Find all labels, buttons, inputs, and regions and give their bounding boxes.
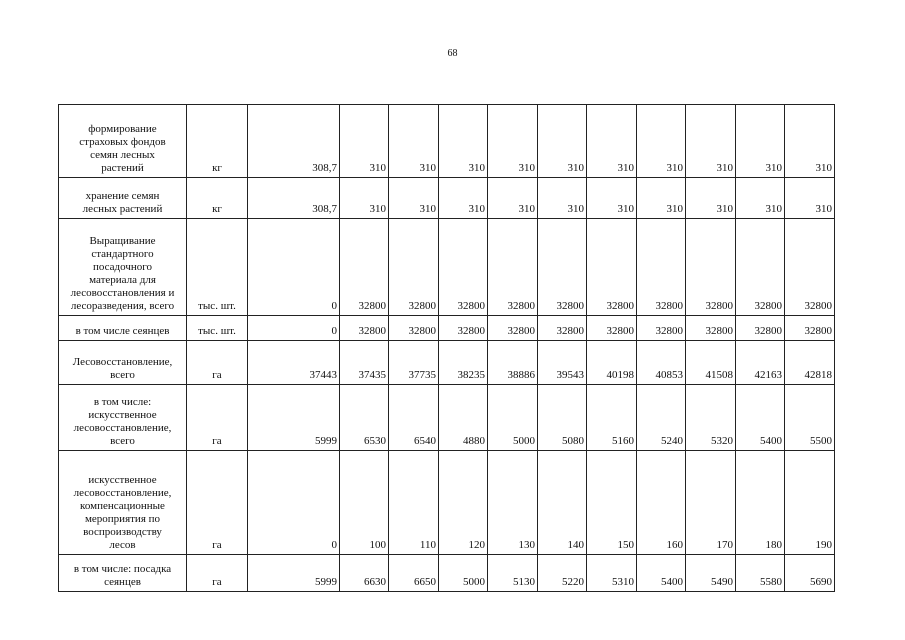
value-cell: 310 [587,105,637,178]
value-cell: 5000 [488,385,538,451]
row-name-line: лесовосстановление, [73,487,172,499]
unit-cell: га [187,555,248,592]
row-name-line: страховых фондов [79,136,166,148]
value-cell: 32800 [538,219,587,316]
value-cell: 130 [488,451,538,555]
value-cell: 310 [686,105,736,178]
unit-cell: кг [187,178,248,219]
value-cell: 32800 [686,316,736,341]
value-cell: 310 [488,178,538,219]
unit-cell: тыс. шт. [187,316,248,341]
value-cell: 6650 [389,555,439,592]
value-cell: 41508 [686,341,736,385]
row-name-cell [59,341,187,385]
value-cell: 310 [686,178,736,219]
table-row [59,178,835,219]
unit-cell: тыс. шт. [187,219,248,316]
value-cell: 150 [587,451,637,555]
table-body [59,105,835,592]
row-name-line: сеянцев [104,576,141,588]
value-cell: 40853 [637,341,686,385]
value-cell: 5400 [736,385,785,451]
table-row [59,219,835,316]
value-cell: 32800 [637,219,686,316]
value-cell: 42163 [736,341,785,385]
value-cell: 32800 [587,219,637,316]
value-cell: 180 [736,451,785,555]
value-cell: 5240 [637,385,686,451]
value-cell: 310 [389,105,439,178]
row-name-cell [59,385,187,451]
value-cell: 37435 [340,341,389,385]
value-cell: 5080 [538,385,587,451]
row-name-cell [59,219,187,316]
value-cell: 310 [538,105,587,178]
value-cell: 32800 [637,316,686,341]
row-name-line: искусственное [88,409,157,421]
table-row [59,341,835,385]
value-cell: 38235 [439,341,488,385]
value-cell: 5580 [736,555,785,592]
value-cell: 32800 [439,219,488,316]
row-name-line: лесных растений [82,203,163,215]
table-row [59,451,835,555]
value-cell: 5310 [587,555,637,592]
row-name-line: семян лесных [90,149,155,161]
value-cell: 310 [538,178,587,219]
value-cell: 32800 [488,219,538,316]
value-cell: 310 [587,178,637,219]
value-cell: 38886 [488,341,538,385]
value-cell: 5000 [439,555,488,592]
row-name-line: всего [110,435,135,447]
value-cell: 5160 [587,385,637,451]
row-name-line: лесовосстановление, [73,422,172,434]
row-name-line: искусственное [88,474,157,486]
value-cell: 310 [637,178,686,219]
value-cell: 6540 [389,385,439,451]
value-cell: 0 [248,451,340,555]
value-cell: 310 [785,178,835,219]
value-cell: 310 [488,105,538,178]
value-cell: 32800 [389,316,439,341]
row-name-cell [59,451,187,555]
value-cell: 5220 [538,555,587,592]
row-name-line: хранение семян [85,190,160,202]
row-name-line: в том числе: [93,396,152,408]
value-cell: 310 [389,178,439,219]
value-cell: 39543 [538,341,587,385]
value-cell: 4880 [439,385,488,451]
value-cell: 0 [248,219,340,316]
data-table [58,104,835,592]
row-name-cell [59,316,187,341]
value-cell: 5490 [686,555,736,592]
unit-cell: кг [187,105,248,178]
value-cell: 40198 [587,341,637,385]
value-cell: 32800 [686,219,736,316]
value-cell: 100 [340,451,389,555]
value-cell: 310 [736,105,785,178]
unit-cell: га [187,341,248,385]
value-cell: 6530 [340,385,389,451]
value-cell: 5130 [488,555,538,592]
value-cell: 5320 [686,385,736,451]
row-name-line: материала для [89,274,156,286]
row-name-cell [59,178,187,219]
value-cell: 32800 [587,316,637,341]
value-cell: 32800 [340,219,389,316]
value-cell: 32800 [439,316,488,341]
row-name-line: Выращивание [89,235,156,247]
value-cell: 5690 [785,555,835,592]
value-cell: 32800 [488,316,538,341]
value-cell: 308,7 [248,105,340,178]
value-cell: 32800 [785,219,835,316]
row-name-line: растений [101,162,144,174]
value-cell: 32800 [736,219,785,316]
unit-cell: га [187,451,248,555]
value-cell: 160 [637,451,686,555]
value-cell: 120 [439,451,488,555]
row-name-line: лесовосстановления и [70,287,175,299]
row-name-line: всего [110,369,135,381]
table-row [59,555,835,592]
table-row [59,385,835,451]
row-name-line: воспроизводству [83,526,162,538]
value-cell: 37735 [389,341,439,385]
row-name-line: формирование [88,123,157,135]
value-cell: 310 [340,105,389,178]
value-cell: 37443 [248,341,340,385]
row-name-cell [59,555,187,592]
value-cell: 32800 [785,316,835,341]
value-cell: 5999 [248,555,340,592]
value-cell: 0 [248,316,340,341]
row-name-line: стандартного [91,248,154,260]
table-row [59,316,835,341]
value-cell: 310 [340,178,389,219]
row-name-line: в том числе сеянцев [75,325,170,337]
value-cell: 310 [637,105,686,178]
page-number: 68 [447,48,458,59]
row-name-line: мероприятия по [84,513,161,525]
value-cell: 310 [736,178,785,219]
value-cell: 42818 [785,341,835,385]
value-cell: 170 [686,451,736,555]
value-cell: 6630 [340,555,389,592]
value-cell: 310 [439,178,488,219]
row-name-line: посадочного [92,261,153,273]
value-cell: 32800 [736,316,785,341]
value-cell: 5400 [637,555,686,592]
unit-cell: га [187,385,248,451]
value-cell: 32800 [389,219,439,316]
value-cell: 140 [538,451,587,555]
row-name-line: лесоразведения, всего [70,300,175,312]
value-cell: 310 [785,105,835,178]
value-cell: 110 [389,451,439,555]
value-cell: 308,7 [248,178,340,219]
row-name-line: Лесовосстановление, [72,356,173,368]
value-cell: 310 [439,105,488,178]
row-name-line: лесов [109,539,136,551]
table-row [59,105,835,178]
row-name-cell [59,105,187,178]
value-cell: 5999 [248,385,340,451]
row-name-line: в том числе: посадка [73,563,172,575]
value-cell: 5500 [785,385,835,451]
row-name-line: компенсационные [80,500,165,512]
value-cell: 32800 [340,316,389,341]
value-cell: 32800 [538,316,587,341]
value-cell: 190 [785,451,835,555]
